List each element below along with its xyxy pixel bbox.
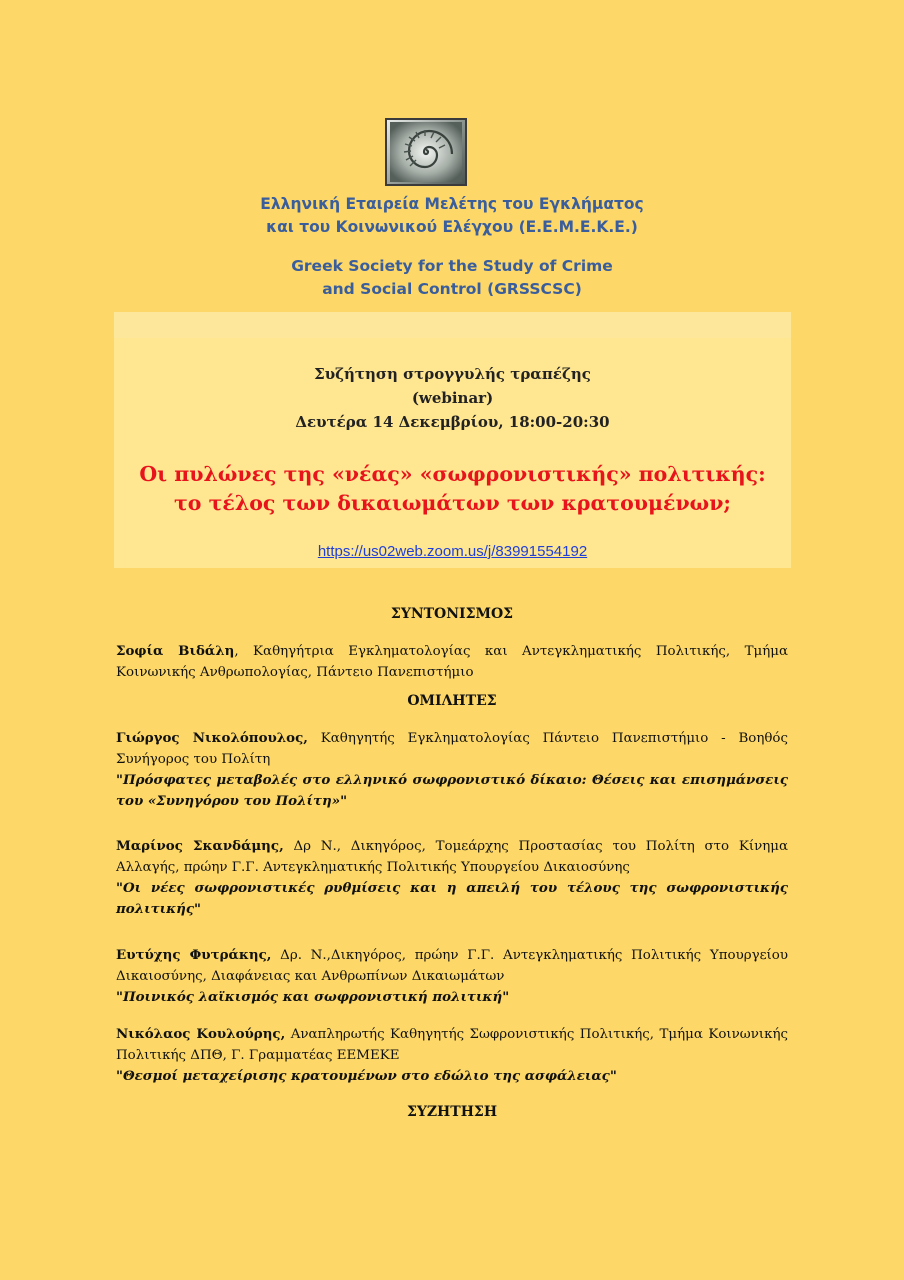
event-meta — [114, 362, 791, 434]
organization-name-greek-line2: και του Κοινωνικού Ελέγχου (Ε.Ε.Μ.Ε.Κ.Ε.) — [266, 218, 638, 236]
speaker-talk-title: "Πρόσφατες μεταβολές στο ελληνικό σωφρονιστικό δίκαιο: Θέσεις και επισημάνσεις του «Συνηγόρου του Πολίτη»" — [116, 772, 788, 809]
speaker-role: Δρ Ν., Δικηγόρος, Τομεάρχης Προστασίας του Πολίτη στο Κίνημα Αλλαγής, πρώην Γ.Γ. Αντεγκληματικής Πολιτικής Υπουργείου Δικαιοσύνης — [116, 839, 788, 875]
nautilus-shell-icon — [390, 122, 462, 182]
event-format: (webinar) — [411, 389, 494, 407]
moderator-entry — [116, 641, 788, 683]
speaker-name: Νικόλαος Κουλούρης, — [116, 1026, 286, 1042]
event-title-line2: το τέλος των δικαιωμάτων των κρατουμένων; — [174, 491, 731, 515]
speaker-talk-title: "Οι νέες σωφρονιστικές ρυθμίσεις και η απειλή του τέλους της σωφρονιστικής πολιτικής" — [116, 880, 788, 917]
speakers-heading: ΟΜΙΛΗΤΕΣ — [407, 693, 497, 709]
speaker-entry — [116, 1024, 788, 1087]
speaker-role: Δρ. Ν.,Δικηγόρος, πρώην Γ.Γ. Αντεγκληματικής Πολιτικής Υπουργείου Δικαιοσύνης, Διαφάνειας και Ανθρωπίνων Δικαιωμάτων — [116, 948, 788, 984]
event-title — [114, 460, 791, 518]
speaker-name: Γιώργος Νικολόπουλος, — [116, 730, 308, 746]
organization-name-english-line2: and Social Control (GRSSCSC) — [322, 280, 582, 298]
moderator-role: , Καθηγήτρια Εγκληματολογίας και Αντεγκληματικής Πολιτικής, Τμήμα Κοινωνικής Ανθρωπολογίας, Πάντειο Πανεπιστήμιο — [116, 644, 788, 680]
speaker-name: Ευτύχης Φυτράκης, — [116, 947, 272, 963]
speaker-name: Μαρίνος Σκανδάμης, — [116, 838, 284, 854]
event-datetime: Δευτέρα 14 Δεκεμβρίου, 18:00-20:30 — [295, 413, 610, 431]
event-title-line1: Οι πυλώνες της «νέας» «σωφρονιστικής» πολιτικής: — [139, 462, 766, 486]
organization-name-greek-line1: Ελληνική Εταιρεία Μελέτης του Εγκλήματος — [260, 195, 644, 213]
speaker-entry — [116, 728, 788, 812]
organization-name-english — [0, 255, 904, 301]
speaker-entry — [116, 836, 788, 920]
organization-name-greek — [0, 193, 904, 239]
zoom-link[interactable]: https://us02web.zoom.us/j/83991554192 — [317, 543, 588, 560]
speaker-talk-title: "Ποινικός λαϊκισμός και σωφρονιστική πολιτική" — [116, 989, 510, 1005]
moderator-name: Σοφία Βιδάλη — [116, 643, 235, 659]
discussion-heading: ΣΥΖΗΤΗΣΗ — [406, 1104, 498, 1120]
speaker-role: Αναπληρωτής Καθηγητής Σωφρονιστικής Πολιτικής, Τμήμα Κοινωνικής Πολιτικής ΔΠΘ, Γ. Γραμματέας ΕΕΜΕΚΕ — [116, 1027, 788, 1063]
event-box-top-band — [114, 312, 791, 338]
moderation-heading: ΣΥΝΤΟΝΙΣΜΟΣ — [390, 606, 514, 622]
speaker-entry — [116, 945, 788, 1008]
speaker-talk-title: "Θεσμοί μεταχείρισης κρατουμένων στο εδώλιο της ασφάλειας" — [116, 1068, 617, 1084]
speaker-role: Καθηγητής Εγκληματολογίας Πάντειο Πανεπιστήμιο - Βοηθός Συνήγορος του Πολίτη — [116, 731, 788, 767]
society-logo — [385, 118, 467, 186]
organization-name-english-line1: Greek Society for the Study of Crime — [291, 257, 613, 275]
event-info-box — [114, 312, 791, 568]
event-type: Συζήτηση στρογγυλής τραπέζης — [314, 365, 591, 383]
